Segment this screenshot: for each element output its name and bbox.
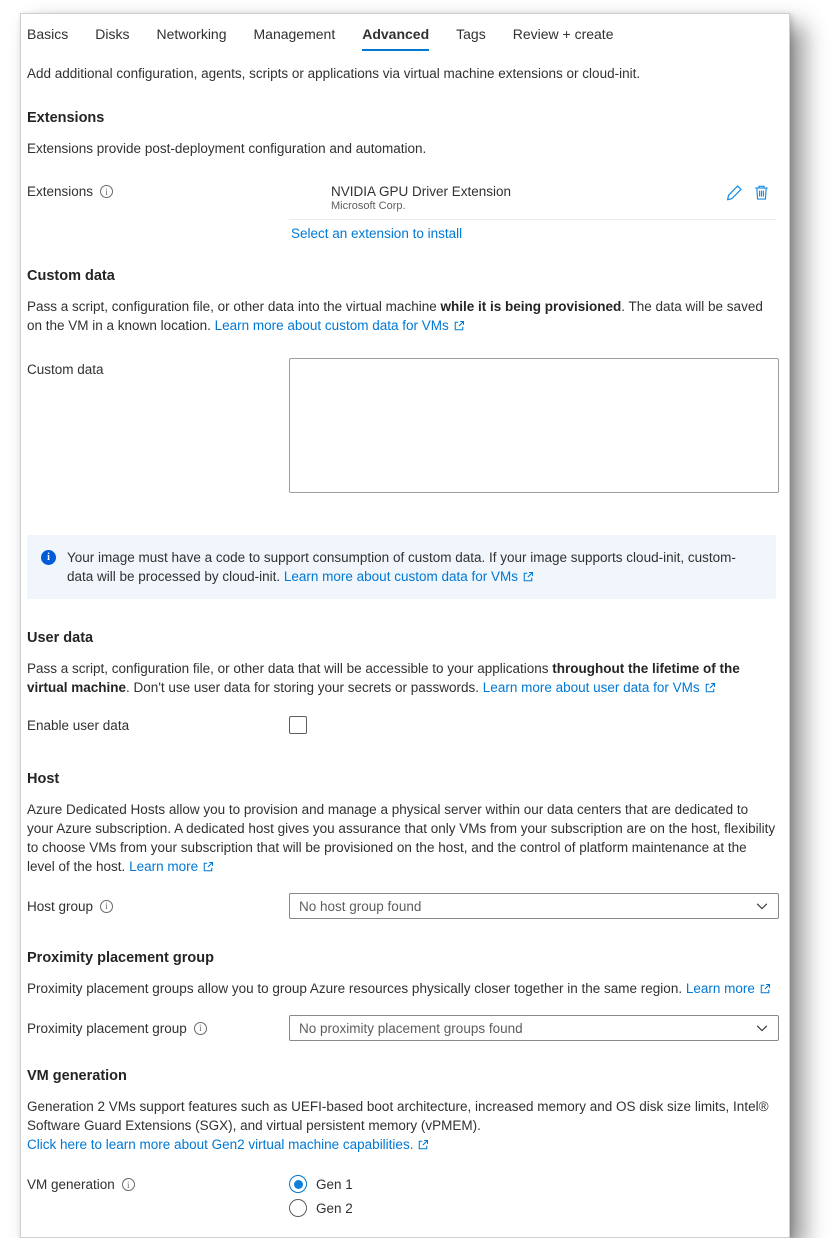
- radio-gen2[interactable]: [289, 1199, 776, 1217]
- desc-bold-text: while it is being provisioned: [440, 299, 622, 314]
- gen2-learn-more-link[interactable]: Click here to learn more about Gen2 virtual machine capabilities.: [27, 1137, 414, 1152]
- tab-disks[interactable]: Disks: [95, 26, 130, 42]
- info-text: Your image must have a code to support consumption of custom data. If your image supports cloud-init, custom-data will be processed by cloud-init.: [67, 550, 736, 584]
- tab-advanced[interactable]: Advanced: [362, 26, 429, 51]
- field-label-text: Host group: [27, 898, 94, 914]
- edit-extension-button[interactable]: [726, 184, 743, 201]
- proximity-learn-more-link[interactable]: Learn more: [685, 981, 755, 996]
- radio-selected-icon: [289, 1175, 307, 1193]
- desc-text: . Don't use user data for storing your secrets or passwords.: [126, 680, 483, 695]
- proximity-group-row: [27, 1015, 776, 1041]
- info-learn-more-link[interactable]: Learn more about custom data for VMs: [283, 569, 518, 584]
- external-link-icon: [759, 983, 771, 995]
- trash-icon: [753, 184, 770, 201]
- vm-generation-label: [27, 1175, 289, 1192]
- radio-label: Gen 1: [316, 1176, 353, 1192]
- vm-generation-row: [27, 1175, 776, 1217]
- tab-management[interactable]: Management: [253, 26, 336, 42]
- host-heading: Host: [27, 771, 60, 787]
- radio-label: Gen 2: [316, 1200, 353, 1216]
- vm-generation-description: Generation 2 VMs support features such as UEFI-based boot architecture, increased memory and OS disk size limits, Intel® Software Guard Extensions (SGX), and virtual persistent memory (vPMEM).: [27, 1099, 769, 1133]
- desc-text: Pass a script, configuration file, or other data that will be accessible to your applications: [27, 661, 553, 676]
- extension-name: NVIDIA GPU Driver Extension: [331, 184, 512, 199]
- custom-data-field-row: [27, 358, 776, 498]
- info-icon: [41, 550, 56, 565]
- dropdown-value: No host group found: [299, 898, 422, 914]
- desc-text: Proximity placement groups allow you to group Azure resources physically closer together in the same region.: [27, 981, 686, 996]
- radio-unselected-icon: [289, 1199, 307, 1217]
- proximity-group-label: [27, 1021, 289, 1036]
- chevron-down-icon: [755, 1021, 769, 1035]
- field-label-text: Enable user data: [27, 717, 130, 733]
- tab-basics[interactable]: Basics: [27, 26, 69, 42]
- extension-row-divider: [289, 219, 776, 220]
- user-data-description: [27, 659, 776, 697]
- field-label-text: Extensions: [27, 184, 94, 199]
- external-link-icon: [522, 571, 534, 583]
- intro-text: Add additional configuration, agents, scripts or applications via virtual machine extensions or cloud-init.: [27, 66, 641, 81]
- host-learn-more-link[interactable]: Learn more: [129, 859, 199, 874]
- radio-gen1[interactable]: [289, 1175, 776, 1193]
- field-label-text: Custom data: [27, 362, 104, 377]
- dropdown-value: No proximity placement groups found: [299, 1020, 523, 1036]
- tab-networking[interactable]: Networking: [156, 26, 227, 42]
- field-label-text: VM generation: [27, 1177, 115, 1192]
- custom-data-learn-more-link[interactable]: Learn more about custom data for VMs: [214, 318, 449, 333]
- user-data-learn-more-link[interactable]: Learn more about user data for VMs: [482, 680, 700, 695]
- tab-tags[interactable]: Tags: [456, 26, 486, 42]
- proximity-group-dropdown[interactable]: [289, 1015, 779, 1041]
- enable-user-data-label: [27, 718, 289, 733]
- pencil-icon: [726, 184, 743, 201]
- advanced-tab-panel: [20, 13, 790, 1238]
- tab-bar: [27, 24, 776, 51]
- delete-extension-button[interactable]: [753, 184, 770, 201]
- field-label-text: Proximity placement group: [27, 1020, 187, 1036]
- desc-text: Pass a script, configuration file, or other data into the virtual machine: [27, 299, 441, 314]
- chevron-down-icon: [755, 899, 769, 913]
- host-group-label: [27, 899, 289, 914]
- extensions-heading: Extensions: [27, 110, 105, 126]
- host-group-dropdown[interactable]: [289, 893, 779, 919]
- host-description: [27, 800, 776, 876]
- desc-text: . The data will be saved on the VM in a known location.: [27, 299, 763, 333]
- enable-user-data-checkbox[interactable]: [289, 716, 307, 734]
- host-group-row: [27, 893, 776, 919]
- info-banner: [27, 535, 776, 599]
- user-data-heading: User data: [27, 630, 94, 646]
- extensions-field-label: [27, 184, 289, 199]
- proximity-heading: Proximity placement group: [27, 950, 214, 966]
- extension-publisher: Microsoft Corp.: [331, 200, 406, 212]
- enable-user-data-row: [27, 716, 776, 734]
- vm-generation-link-line: [27, 1135, 776, 1154]
- external-link-icon: [453, 320, 465, 332]
- proximity-description: [27, 979, 776, 998]
- select-extension-link[interactable]: Select an extension to install: [291, 226, 463, 241]
- vm-generation-heading: VM generation: [27, 1068, 127, 1084]
- desc-bold-text: throughout the lifetime of the virtual machine: [27, 661, 740, 695]
- info-icon[interactable]: [100, 900, 113, 913]
- extensions-description: Extensions provide post-deployment configuration and automation.: [27, 141, 427, 156]
- info-icon[interactable]: [194, 1022, 207, 1035]
- custom-data-field-label: [27, 358, 289, 377]
- info-icon[interactable]: [100, 185, 113, 198]
- info-banner-text: [67, 548, 762, 586]
- info-icon[interactable]: [122, 1178, 135, 1191]
- desc-text: Azure Dedicated Hosts allow you to provision and manage a physical server within our data centers that are dedicated to your Azure subscription. A dedicated host gives you assurance that only VMs from your subscription are on the host, flexibility to choose VMs from your subscription that will be provisioned on the host, and the control of platform maintenance at the level of the host.: [27, 802, 776, 874]
- external-link-icon: [417, 1139, 429, 1151]
- external-link-icon: [704, 682, 716, 694]
- custom-data-description: [27, 297, 776, 335]
- tab-review-create[interactable]: Review + create: [512, 26, 614, 42]
- external-link-icon: [202, 861, 214, 873]
- selected-extension-item: [289, 184, 776, 212]
- extensions-field-row: [27, 184, 776, 243]
- custom-data-heading: Custom data: [27, 268, 115, 284]
- custom-data-textarea[interactable]: [289, 358, 779, 493]
